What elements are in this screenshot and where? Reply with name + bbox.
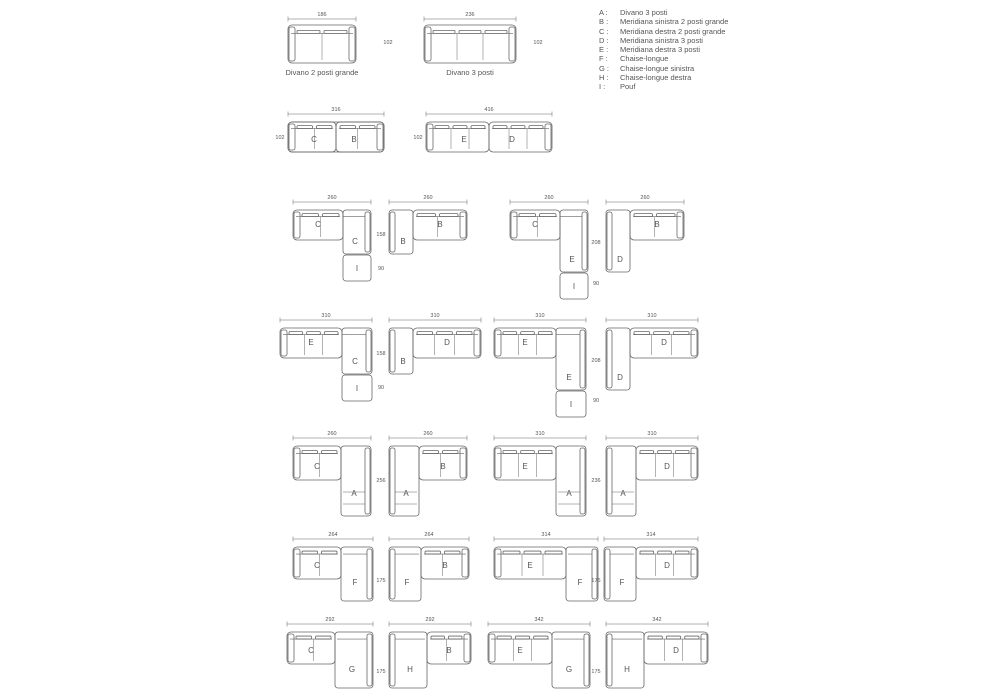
module-label: E <box>566 373 572 382</box>
back-cushion <box>534 636 548 639</box>
module-label: C <box>352 237 358 246</box>
depth-label: 175 <box>591 669 601 675</box>
chaise-arm <box>390 448 395 514</box>
sofa-arm-left <box>489 634 495 662</box>
legend-label: Chaise-longue destra <box>620 73 692 83</box>
module-label: D <box>509 135 515 144</box>
module-label: D <box>664 561 670 570</box>
width-label: 310 <box>647 431 657 437</box>
chaise-outline <box>604 547 636 601</box>
width-label: 260 <box>423 431 433 437</box>
sofa-arm-right <box>474 330 480 356</box>
back-cushion <box>445 551 461 554</box>
chaise-arm <box>367 549 372 599</box>
width-label: 292 <box>325 617 335 623</box>
back-cushion <box>540 214 557 217</box>
module-label: D <box>617 373 623 382</box>
meridiana-outline <box>389 210 413 254</box>
width-label: 260 <box>327 431 337 437</box>
back-cushion <box>511 126 525 129</box>
width-label: 292 <box>425 617 435 623</box>
chaise-arm <box>584 634 589 686</box>
module-label: F <box>352 578 358 587</box>
divano-outline <box>556 446 586 516</box>
back-cushion <box>425 551 441 554</box>
width-label: 260 <box>327 195 337 201</box>
module-label: C <box>532 220 538 229</box>
back-cushion <box>302 551 318 554</box>
back-cushion <box>297 126 313 129</box>
back-cushion <box>654 332 670 335</box>
back-cushion <box>297 30 320 33</box>
chaise-arm <box>607 634 612 686</box>
module-label: F <box>619 578 625 587</box>
sofa-arm-left <box>289 27 295 61</box>
depth-label: 102 <box>533 40 543 46</box>
chaise-arm <box>580 448 585 514</box>
width-label: 260 <box>640 195 650 201</box>
back-cushion <box>658 450 672 453</box>
legend-key: C : <box>599 26 609 36</box>
sofa-arm-left <box>495 448 501 478</box>
back-cushion <box>307 332 321 335</box>
chaise-arm <box>365 448 370 514</box>
back-cushion <box>640 551 654 554</box>
depth-label: 175 <box>376 669 386 675</box>
module-label: D <box>664 462 670 471</box>
legend-key: I : <box>599 82 606 92</box>
module-label: B <box>351 135 357 144</box>
module-label: G <box>565 665 573 674</box>
depth-label: 102 <box>413 135 423 141</box>
sofa-arm-right <box>691 330 697 356</box>
sofa-outline <box>489 122 552 152</box>
chaise-outline <box>341 547 373 601</box>
width-label: 314 <box>646 532 656 538</box>
back-cushion <box>658 551 672 554</box>
back-cushion <box>634 214 653 217</box>
back-cushion <box>519 214 536 217</box>
pouf-depth-label: 90 <box>377 266 385 272</box>
chaise-outline <box>566 547 601 601</box>
back-cushion <box>503 551 520 554</box>
chaise-arm <box>390 212 395 252</box>
sofa-name: Divano 3 posti <box>446 68 494 77</box>
sofa-arm-left <box>495 330 501 356</box>
module-label: C <box>352 357 358 366</box>
legend-key: E : <box>599 45 609 55</box>
module-label: D <box>444 338 450 347</box>
sofa-arm-right <box>464 634 470 662</box>
legend-key: D : <box>599 35 609 45</box>
chaise-arm <box>607 212 612 270</box>
module-label: F <box>577 578 583 587</box>
width-label: 342 <box>534 617 544 623</box>
module-label: C <box>315 220 321 229</box>
back-cushion <box>524 551 541 554</box>
module-label: I <box>355 384 359 393</box>
module-label: E <box>308 338 314 347</box>
width-label: 260 <box>423 195 433 201</box>
legend-key: F : <box>599 54 608 64</box>
sofa-arm-left <box>294 212 300 238</box>
chaise-arm <box>365 212 370 252</box>
sofa-arm-left <box>294 549 300 577</box>
chaise-arm <box>390 549 395 599</box>
back-cushion <box>471 126 485 129</box>
sofa-arm-left <box>281 330 287 356</box>
depth-label: 102 <box>275 135 285 141</box>
module-label: C <box>314 462 320 471</box>
back-cushion <box>453 126 467 129</box>
module-label: C <box>314 561 320 570</box>
depth-label: 256 <box>376 478 386 484</box>
sofa-arm-left <box>288 634 294 662</box>
back-cushion <box>360 126 376 129</box>
module-label: C <box>308 646 314 655</box>
back-cushion <box>316 636 332 639</box>
back-cushion <box>324 332 338 335</box>
back-cushion <box>433 30 455 33</box>
legend-key: G : <box>599 63 610 73</box>
back-cushion <box>675 450 689 453</box>
width-label: 310 <box>430 313 440 319</box>
back-cushion <box>538 332 552 335</box>
depth-label: 236 <box>591 478 601 484</box>
depth-label: 175 <box>376 578 386 584</box>
back-cushion <box>529 126 543 129</box>
back-cushion <box>302 214 319 217</box>
module-label: I <box>355 264 359 273</box>
width-label: 310 <box>647 313 657 319</box>
back-cushion <box>449 636 463 639</box>
back-cushion <box>323 214 340 217</box>
back-cushion <box>317 126 333 129</box>
sofa-arm-left <box>511 212 517 238</box>
module-label: B <box>400 357 406 366</box>
chaise-arm <box>607 448 612 514</box>
chaise-outline <box>389 547 421 601</box>
legend-label: Chaise-longue sinistra <box>620 63 695 73</box>
back-cushion <box>435 126 449 129</box>
module-label: H <box>624 665 630 674</box>
chaise-arm <box>580 330 585 388</box>
sofa-arm-right <box>509 27 515 61</box>
depth-label: 175 <box>591 578 601 584</box>
module-label: G <box>348 665 356 674</box>
sofa-arm-right <box>691 448 697 478</box>
divano-outline <box>341 446 371 516</box>
chaise-arm <box>366 330 371 372</box>
module-label: A <box>403 489 409 498</box>
chaise-arm <box>390 634 395 686</box>
meridiana-outline <box>389 328 413 374</box>
depth-label: 208 <box>591 358 601 364</box>
width-label: 264 <box>424 532 434 538</box>
width-label: 310 <box>321 313 331 319</box>
legend-label: Chaise-longue <box>620 54 669 64</box>
sofa-arm-right <box>462 549 468 577</box>
back-cushion <box>459 30 481 33</box>
back-cushion <box>417 332 433 335</box>
pouf-depth-label: 90 <box>377 385 385 391</box>
back-cushion <box>503 332 517 335</box>
legend-label: Meridiana destra 2 posti grande <box>620 26 726 36</box>
module-label: I <box>569 400 573 409</box>
chaise-arm <box>367 634 372 686</box>
back-cushion <box>538 450 552 453</box>
chaise-arm <box>582 212 587 270</box>
back-cushion <box>296 636 312 639</box>
module-label: E <box>461 135 467 144</box>
back-cushion <box>485 30 507 33</box>
back-cushion <box>521 332 535 335</box>
sofa-arm-right <box>691 549 697 577</box>
legend-label: Pouf <box>620 82 636 92</box>
back-cushion <box>423 450 439 453</box>
back-cushion <box>515 636 529 639</box>
module-label: B <box>442 561 448 570</box>
chaise-arm <box>390 330 395 372</box>
back-cushion <box>634 332 650 335</box>
sofa-name: Divano 2 posti grande <box>285 68 359 77</box>
sofa-arm-left <box>294 448 300 478</box>
sofa-arm-left <box>289 124 295 150</box>
back-cushion <box>324 30 347 33</box>
divano-outline <box>389 446 419 516</box>
module-label: B <box>654 220 660 229</box>
sofa-arm-right <box>677 212 683 238</box>
legend-label: Divano 3 posti <box>620 8 668 17</box>
sofa-arm-left <box>427 124 433 150</box>
sofa-arm-right <box>701 634 707 662</box>
module-label: C <box>311 135 317 144</box>
sofa-arm-right <box>460 448 466 478</box>
module-label: E <box>517 646 523 655</box>
back-cushion <box>289 332 303 335</box>
back-cushion <box>443 450 459 453</box>
module-label: A <box>566 489 572 498</box>
sofa-arm-right <box>377 124 383 150</box>
module-label: D <box>673 646 679 655</box>
depth-label: 102 <box>383 40 393 46</box>
back-cushion <box>503 450 517 453</box>
depth-label: 208 <box>591 240 601 246</box>
back-cushion <box>648 636 662 639</box>
width-label: 264 <box>328 532 338 538</box>
back-cushion <box>666 636 680 639</box>
back-cushion <box>322 450 338 453</box>
back-cushion <box>493 126 507 129</box>
back-cushion <box>545 551 562 554</box>
width-label: 316 <box>331 107 341 113</box>
module-label: D <box>661 338 667 347</box>
module-label: E <box>522 338 528 347</box>
module-label: H <box>407 665 413 674</box>
back-cushion <box>640 450 654 453</box>
back-cushion <box>657 214 676 217</box>
sofa-arm-right <box>349 27 355 61</box>
pouf-depth-label: 90 <box>592 398 600 404</box>
chaise-arm <box>605 549 610 599</box>
module-label: A <box>620 489 626 498</box>
width-label: 310 <box>535 313 545 319</box>
width-label: 314 <box>541 532 551 538</box>
sofa-arm-right <box>460 212 466 238</box>
sofa-arm-right <box>545 124 551 150</box>
sofa-arm-left <box>425 27 431 61</box>
back-cushion <box>431 636 445 639</box>
width-label: 310 <box>535 431 545 437</box>
module-label: D <box>617 255 623 264</box>
module-label: F <box>404 578 410 587</box>
pouf-depth-label: 90 <box>592 281 600 287</box>
depth-label: 158 <box>376 232 386 238</box>
sofa-outline <box>426 122 489 152</box>
module-label: B <box>446 646 452 655</box>
depth-label: 158 <box>376 351 386 357</box>
module-label: E <box>569 255 575 264</box>
width-label: 260 <box>544 195 554 201</box>
width-label: 416 <box>484 107 494 113</box>
legend-key: B : <box>599 17 609 27</box>
legend-label: Meridiana destra 3 posti <box>620 45 701 55</box>
back-cushion <box>685 636 699 639</box>
legend-key: H : <box>599 73 609 83</box>
sofa-arm-left <box>495 549 501 577</box>
module-label: B <box>437 220 443 229</box>
width-label: 236 <box>465 12 475 18</box>
back-cushion <box>417 214 436 217</box>
width-label: 186 <box>317 12 327 18</box>
back-cushion <box>497 636 511 639</box>
back-cushion <box>673 332 689 335</box>
back-cushion <box>437 332 453 335</box>
module-label: I <box>572 282 576 291</box>
module-label: A <box>351 489 357 498</box>
back-cushion <box>322 551 338 554</box>
back-cushion <box>521 450 535 453</box>
module-label: E <box>527 561 533 570</box>
chaise-arm <box>607 330 612 388</box>
module-label: B <box>440 462 446 471</box>
module-label: B <box>400 237 406 246</box>
back-cushion <box>675 551 689 554</box>
back-cushion <box>302 450 318 453</box>
chaise-arm <box>592 549 597 599</box>
width-label: 342 <box>652 617 662 623</box>
legend-key: A : <box>599 8 608 17</box>
back-cushion <box>340 126 356 129</box>
legend-label: Meridiana sinistra 3 posti <box>620 35 703 45</box>
back-cushion <box>440 214 459 217</box>
module-label: E <box>522 462 528 471</box>
divano-outline <box>606 446 636 516</box>
legend-label: Meridiana sinistra 2 posti grande <box>620 17 729 27</box>
back-cushion <box>456 332 472 335</box>
